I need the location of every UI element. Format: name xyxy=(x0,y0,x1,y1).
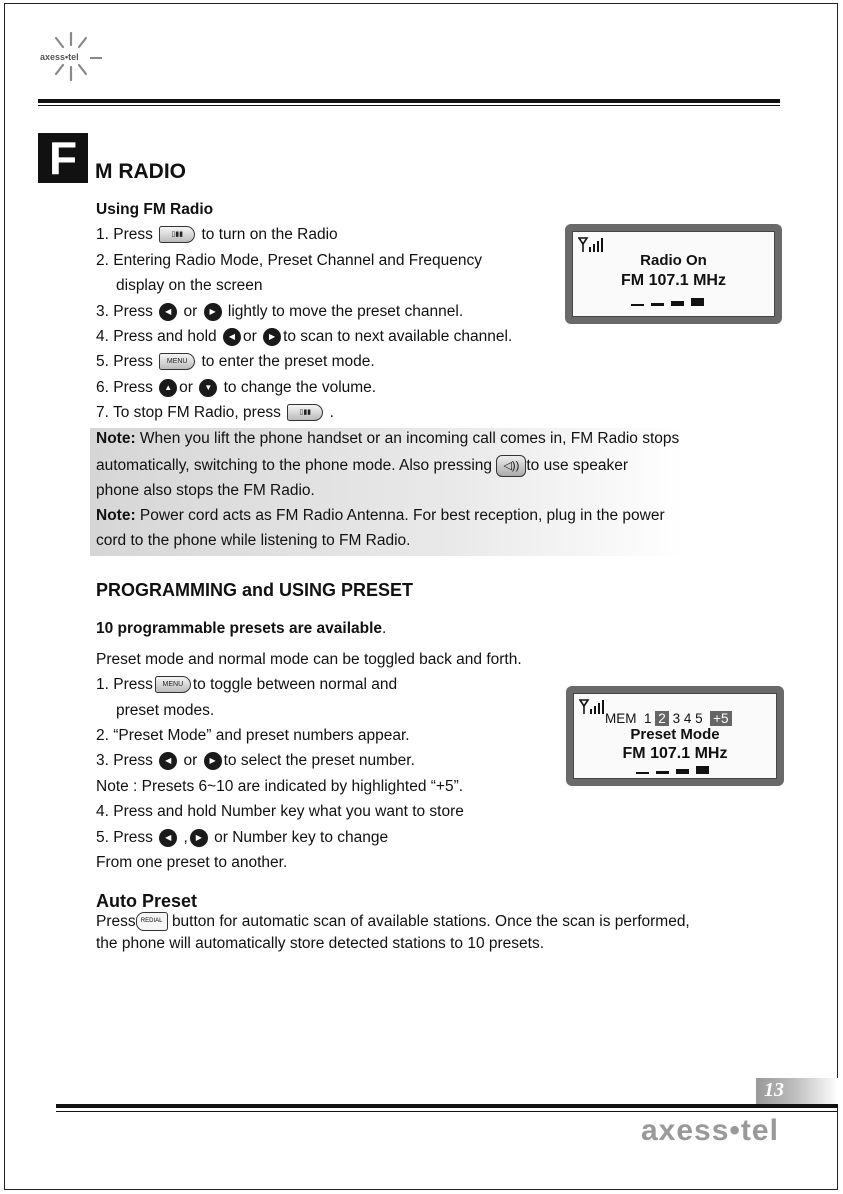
lcd2-line2: Preset Mode xyxy=(630,726,720,743)
redial-key-icon: REDIAL xyxy=(136,912,168,931)
step-1: 1. Press ▯▮▮ to turn on the Radio xyxy=(96,226,338,243)
prog-step-1: 1. Press MENU to toggle between normal and xyxy=(96,676,398,693)
left-key-icon: ◀ xyxy=(159,303,177,321)
programming-intro: Preset mode and normal mode can be toggled back and forth. xyxy=(96,651,522,668)
section-initial-box xyxy=(38,133,88,183)
prog-step-2: 2. “Preset Mode” and preset numbers appear. xyxy=(96,727,410,744)
note-1a: Note: When you lift the phone handset or an incoming call comes in, FM Radio stops xyxy=(96,430,680,447)
auto-line-2: the phone will automatically store detected stations to 10 presets. xyxy=(96,935,545,952)
prog-step-5b: From one preset to another. xyxy=(96,854,288,871)
page-number: 13 xyxy=(764,1079,784,1101)
footer-rule xyxy=(56,1104,838,1108)
note-2a: Note: Power cord acts as FM Radio Antenna. For best reception, plug in the power xyxy=(96,507,665,524)
programming-sub: 10 programmable presets are available. xyxy=(96,620,387,637)
step-3: 3. Press ◀ or ▶ lightly to move the preset channel. xyxy=(96,303,464,320)
prog-step-4: 4. Press and hold Number key what you want to store xyxy=(96,803,464,820)
lcd2-mem-row: MEM 1 2 3 4 5 +5 xyxy=(605,711,732,726)
prog-step-3: 3. Press ◀ or ▶ to select the preset number. xyxy=(96,752,415,769)
up-key-icon: ▲ xyxy=(159,379,177,397)
right-key-icon: ▶ xyxy=(263,328,281,346)
note-2b: cord to the phone while listening to FM Radio. xyxy=(96,532,411,549)
using-heading: Using FM Radio xyxy=(96,201,214,218)
right-key-icon: ▶ xyxy=(190,829,208,847)
note-1c: phone also stops the FM Radio. xyxy=(96,482,315,499)
lcd2-line3: FM 107.1 MHz xyxy=(622,745,728,762)
step-5: 5. Press MENU to enter the preset mode. xyxy=(96,353,375,370)
right-key-icon: ▶ xyxy=(204,303,222,321)
lcd-radio-on xyxy=(565,224,782,324)
power-key-icon: ▯▮▮ xyxy=(287,404,323,421)
step-6: 6. Press ▲ or ▼ to change the volume. xyxy=(96,379,377,396)
step-2: 2. Entering Radio Mode, Preset Channel and Frequency xyxy=(96,252,483,269)
lcd-preset-mode xyxy=(566,686,784,786)
left-key-icon: ◀ xyxy=(223,328,241,346)
left-key-icon: ◀ xyxy=(159,752,177,770)
menu-key-icon: MENU xyxy=(159,353,195,370)
lcd1-line1: Radio On xyxy=(640,252,707,269)
step-7: 7. To stop FM Radio, press ▯▮▮ . xyxy=(96,404,334,421)
plus5-badge: +5 xyxy=(710,711,731,726)
footer-brand: axess•tel xyxy=(641,1114,779,1147)
footer-rule-thin xyxy=(56,1111,838,1112)
prog-note: Note : Presets 6~10 are indicated by highlighted “+5”. xyxy=(96,778,464,795)
header-rule xyxy=(38,99,780,103)
menu-key-icon: MENU xyxy=(155,676,191,693)
section-initial: F xyxy=(48,132,78,184)
header-rule-thin xyxy=(38,105,780,106)
left-key-icon: ◀ xyxy=(159,829,177,847)
step-4: 4. Press and hold ◀ or ▶ to scan to next available channel. xyxy=(96,328,513,345)
right-key-icon: ▶ xyxy=(204,752,222,770)
lcd1-line2: FM 107.1 MHz xyxy=(621,272,726,289)
header-logo-text: axess•tel xyxy=(40,52,79,62)
signal-icon xyxy=(579,698,605,716)
speaker-key-icon: ◁)) xyxy=(496,455,526,477)
prog-step-5: 5. Press ◀ , ▶ or Number key to change xyxy=(96,829,389,846)
auto-line-1: Press REDIAL button for automatic scan of available stations. Once the scan is performed, xyxy=(96,913,690,930)
down-key-icon: ▼ xyxy=(199,379,217,397)
logo-dash xyxy=(90,57,102,59)
step-2b: display on the screen xyxy=(116,277,263,294)
header-logo xyxy=(38,30,104,88)
page-number-box xyxy=(756,1078,838,1104)
power-key-icon: ▯▮▮ xyxy=(159,226,195,243)
programming-heading: PROGRAMMING and USING PRESET xyxy=(96,580,414,600)
note-1b: automatically, switching to the phone mode. Also pressing ◁)) to use speaker xyxy=(96,455,628,477)
preset-2-highlight: 2 xyxy=(655,711,669,726)
section-title: M RADIO xyxy=(95,160,186,183)
auto-heading: Auto Preset xyxy=(96,891,198,911)
prog-step-1b: preset modes. xyxy=(116,702,215,719)
